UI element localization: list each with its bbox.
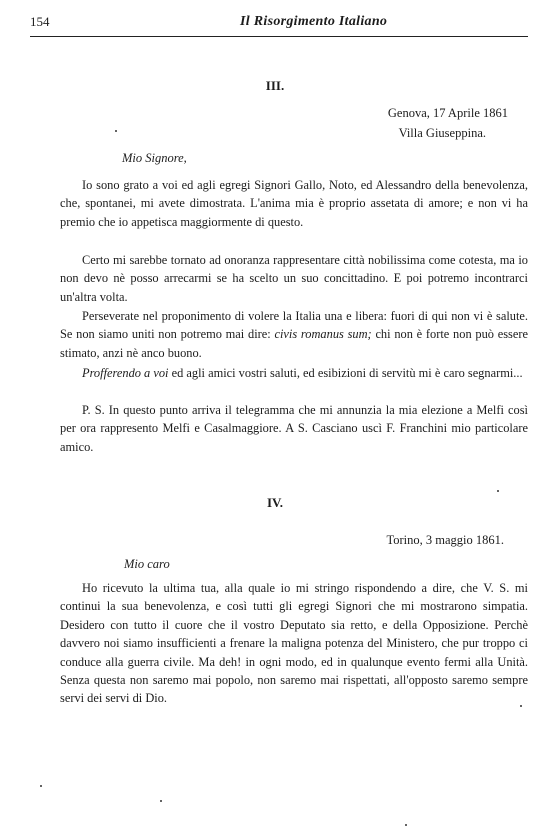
paragraph-text: Perseverate nel proponimento di volere la Italia una e libera: fuori di qui non vi è salute. Se non siamo uniti non potremo mai dire: [60, 309, 528, 342]
scan-speck [115, 130, 117, 132]
scan-speck [497, 490, 499, 492]
latin-quote: civis romanus sum; [274, 327, 372, 342]
header-rule [30, 36, 528, 37]
paragraph-text: ed agli amici vostri saluti, ed esibizioni di servitù mi è caro segnarmi... [168, 366, 523, 380]
paragraph-text: chi non è forte non può essere stimato, anzi nè anco buono. [60, 327, 528, 360]
salutation: Mio Signore, [122, 151, 187, 165]
letter-date: Torino, 3 maggio 1861. [386, 533, 504, 547]
scan-speck [405, 824, 407, 826]
scan-speck [520, 705, 522, 707]
paragraph: Io sono grato a voi ed agli egregi Signori Gallo, Noto, ed Alessandro della benevolenza, che, spontanei, mi avete dimostrata. L'anima mia è proprio assetata di amore; e non vi ha premio che io appetisca maggiormente di questo. [60, 178, 528, 229]
italic-phrase: Profferendo a voi [82, 366, 169, 380]
page-number: 154 [30, 14, 50, 29]
scan-speck [160, 800, 162, 802]
paragraph [60, 364, 528, 382]
running-title: Il Risorgimento Italiano [240, 14, 388, 29]
letter-date: Genova, 17 Aprile 1861 [387, 106, 508, 120]
postscript: P. S. In questo punto arriva il telegramma che mi annunzia la mia elezione a Melfi così per ora rappresento Melfi e Casalmaggiore. A S. Casciano uscì F. Franchini mio particolare amico. [60, 403, 528, 454]
paragraph [60, 307, 528, 362]
paragraph: Ho ricevuto la ultima tua, alla quale io mi stringo rispondendo a dire, che V. S. mi continui la sua benevolenza, e così tutti gli egregi Signori che mi mostrarono simpatia. Desidero con tutto il cuore che il vostro Deputato sia retto, e della Opposizione. Perchè davvero noi siamo insufficienti a frenare la maligna potenza del Ministero, che pur troppo ci conduce alla guerra civile. Ma deh! in ogni modo, ed in qualunque evento fermi alla Unità. Senza questa non saremo mai popolo, non saremo mai rispettati, all'opposto saremo sempre servi dei servi di Dio. [60, 581, 528, 706]
letter-number: III. [265, 78, 285, 93]
running-head [30, 14, 528, 34]
letter-number: IV. [266, 495, 284, 510]
salutation: Mio caro [124, 557, 170, 571]
paragraph: Certo mi sarebbe tornato ad onoranza rappresentare città nobilissima come cotesta, ma io non devo nè posso arrecarmi se ha scelto un suo concittadino. E poi potremo incontrarci un'altra volta. [60, 253, 528, 304]
scan-speck [40, 785, 42, 787]
letter-place: Villa Giuseppina. [398, 126, 486, 140]
